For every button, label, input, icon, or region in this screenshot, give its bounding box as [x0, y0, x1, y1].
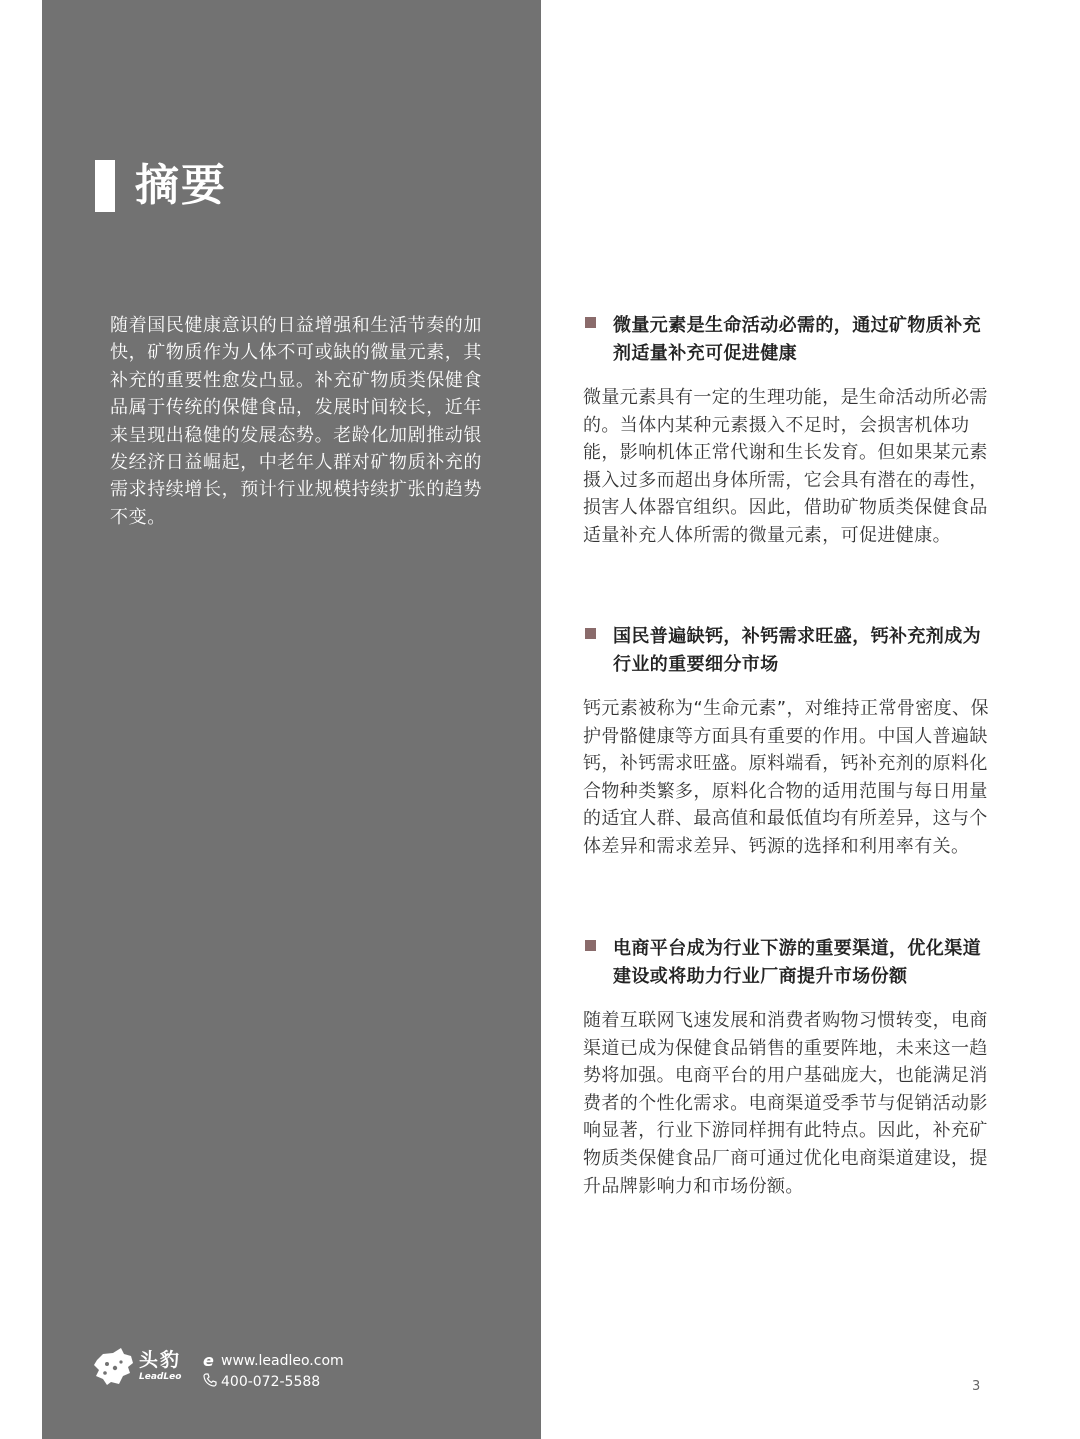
summary-paragraph: 随着国民健康意识的日益增强和生活节奏的加快，矿物质作为人体不可或缺的微量元素，其补充的重要性愈发凸显。补充矿物质类保健食品属于传统的保健食品，发展时间较长，近年来呈现出稳健的发展态势。老龄化加剧推动银发经济日益崛起，中老年人群对矿物质补充的需求持续增长，预计行业规模持续扩张的趋势不变。 — [110, 315, 482, 528]
title-text: 摘要 — [135, 160, 227, 211]
section-heading — [583, 312, 998, 368]
square-bullet-icon — [585, 628, 596, 639]
section-body: 钙元素被称为“生命元素”，对维持正常骨密度、保护骨骼健康等方面具有重要的作用。中国人普遍缺钙，补钙需求旺盛。原料端看，钙补充剂的原料化合物种类繁多，原料化合物的适用范围与每日用量的适宜人群、最高值和最低值均有所差异，这与个体差异和需求差异、钙源的选择和利用率有关。 — [583, 698, 989, 857]
section-title: 国民普遍缺钙，补钙需求旺盛，钙补充剂成为行业的重要细分市场 — [613, 626, 981, 675]
section-heading — [583, 623, 998, 679]
website-link[interactable]: www.leadleo.com — [221, 1352, 344, 1369]
web-icon: e — [203, 1351, 214, 1370]
section-calcium — [583, 623, 998, 861]
section-title: 电商平台成为行业下游的重要渠道，优化渠道建设或将助力行业厂商提升市场份额 — [613, 938, 981, 987]
phone-icon — [203, 1372, 221, 1391]
phone-number: 400-072-5588 — [221, 1373, 321, 1390]
title-accent-bar — [95, 160, 115, 212]
leadleo-logo — [93, 1346, 181, 1386]
brand-name-cn: 头豹 — [139, 1349, 182, 1371]
brand-text — [139, 1349, 181, 1383]
left-panel — [42, 0, 541, 1439]
section-body: 微量元素具有一定的生理功能，是生命活动所必需的。当体内某种元素摄入不足时，会损害机体功能，影响机体正常代谢和生长发育。但如果某元素摄入过多而超出身体所需，它会具有潜在的毒性，损害人体器官组织。因此，借助矿物质类保健食品适量补充人体所需的微量元素，可促进健康。 — [583, 387, 988, 546]
square-bullet-icon — [585, 940, 596, 951]
website-row — [203, 1350, 344, 1371]
section-trace-elements — [583, 312, 998, 550]
page-number: 3 — [972, 1379, 981, 1394]
contact-info — [203, 1350, 344, 1392]
section-heading — [583, 935, 998, 991]
section-body: 随着互联网飞速发展和消费者购物习惯转变，电商渠道已成为保健食品销售的重要阵地，未来这一趋势将加强。电商平台的用户基础庞大，也能满足消费者的个性化需求。电商渠道受季节与促销活动影响显著，行业下游同样拥有此特点。因此，补充矿物质类保健食品厂商可通过优化电商渠道建设，提升品牌影响力和市场份额。 — [583, 1010, 988, 1197]
leopard-head-icon — [93, 1346, 135, 1386]
section-ecommerce — [583, 935, 998, 1200]
page-title — [95, 160, 227, 212]
phone-row — [203, 1371, 344, 1392]
square-bullet-icon — [585, 317, 596, 328]
section-title: 微量元素是生命活动必需的，通过矿物质补充剂适量补充可促进健康 — [613, 315, 981, 364]
brand-name-en: LeadLeo — [139, 1372, 182, 1382]
